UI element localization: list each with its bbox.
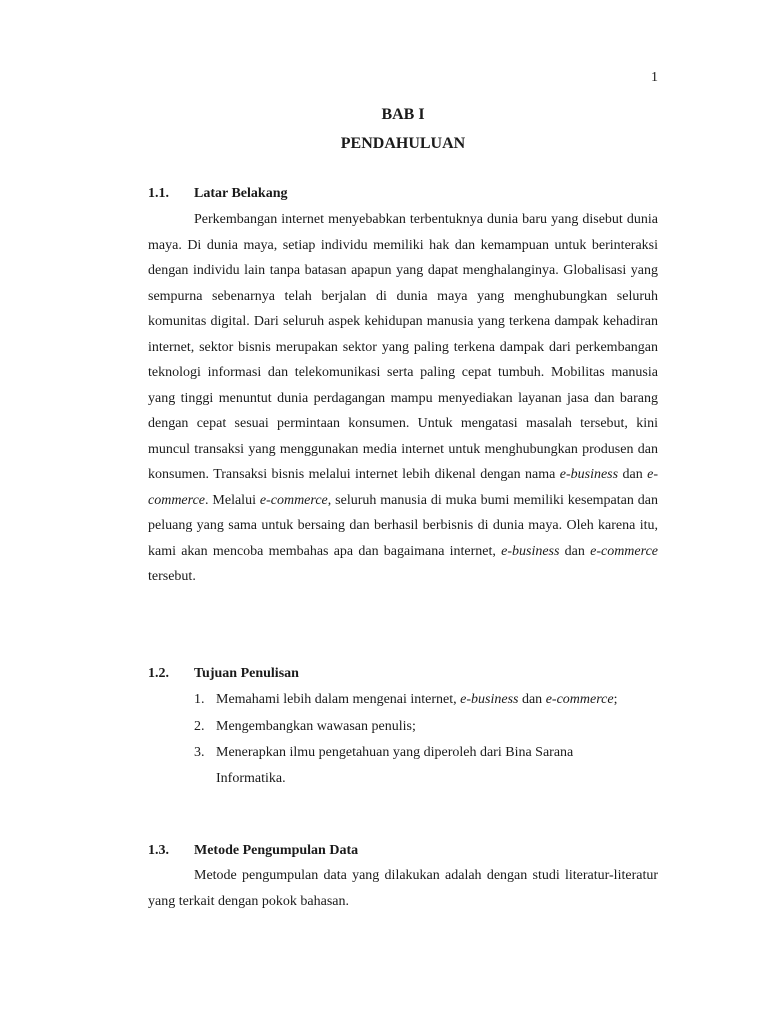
text-run-italic: e-commerce — [545, 692, 614, 707]
text-run: Perkembangan internet menyebabkan terbentuknya dunia baru yang disebut dunia maya. Di dunia maya, setiap individu memiliki hak dan kemampuan untuk berinteraksi dengan individu lain tanpa batasan apapun yang dapat menghalanginya. Globalisasi yang sempurna sebenarnya telah berjalan di dunia maya yang menghubungkan seluruh komunitas digital. Dari seluruh aspek kehidupan manusia yang terkena dampak kehadiran internet, sektor bisnis merupakan sektor yang paling terkena dampak dari perkembangan teknologi informasi dan telekomunikasi serta paling cepat tumbuh. Mobilitas manusia yang tinggi menuntut dunia perdagangan mampu menyediakan layanan jasa dan barang dengan cepat sesuai permintaan konsumen. Untuk mengatasi masalah tersebut, kini muncul transaksi yang menggunakan media internet untuk menghubungkan produsen dan konsumen. Transaksi bisnis melalui internet lebih dikenal dengan nama — [148, 212, 658, 482]
objectives-list — [194, 687, 624, 791]
section-heading-metode-pengumpulan-data — [148, 843, 358, 859]
list-marker: 1. — [194, 692, 205, 707]
section-title: Tujuan Penulisan — [194, 666, 299, 681]
section-heading-tujuan-penulisan — [148, 666, 299, 682]
text-run-italic: e-business — [460, 692, 519, 707]
text-run-italic: e-business — [559, 467, 619, 482]
paragraph-latar-belakang — [148, 207, 658, 590]
section-number: 1.2. — [148, 666, 169, 681]
text-run: dan — [559, 543, 591, 559]
section-title: Metode Pengumpulan Data — [194, 843, 359, 858]
list-marker: 2. — [194, 718, 205, 734]
chapter-title: PENDAHULUAN — [340, 135, 466, 152]
text-run-italic: e-business — [501, 543, 560, 559]
list-marker: 3. — [194, 745, 205, 760]
page-number: 1 — [651, 70, 658, 85]
list-item — [194, 740, 624, 791]
text-run-italic: e-commerce — [259, 492, 328, 508]
section-title: Latar Belakang — [194, 186, 288, 201]
chapter-number: BAB I — [381, 106, 425, 123]
text-run: . Melalui — [205, 492, 260, 508]
text-run: dan — [618, 467, 648, 482]
text-run-italic: e-commerce — [148, 467, 658, 508]
list-item — [194, 687, 624, 713]
text-run: Memahami lebih dalam mengenai internet, — [216, 692, 461, 707]
text-run: ; — [613, 692, 618, 707]
section-number: 1.3. — [148, 843, 169, 858]
text-run: tersebut. — [148, 569, 196, 584]
text-run-italic: e-commerce — [590, 543, 658, 559]
text-run: , seluruh manusia di muka bumi memiliki kesempatan dan peluang yang sama untuk bersaing dan berhasil berbisnis di dunia maya. Oleh karena itu, kami akan mencoba membahas apa dan bagaimana internet, — [148, 492, 658, 559]
section-number: 1.1. — [148, 186, 169, 201]
text-run: Menerapkan ilmu pengetahuan yang diperoleh dari Bina Sarana Informatika. — [216, 745, 574, 786]
list-item — [194, 714, 624, 740]
section-heading-latar-belakang — [148, 186, 287, 202]
paragraph-metode-pengumpulan-data: Metode pengumpulan data yang dilakukan adalah dengan studi literatur-literatur yang terkait dengan pokok bahasan. — [148, 868, 658, 909]
text-run: dan — [518, 692, 546, 707]
text-run: Mengembangkan wawasan penulis; — [216, 718, 416, 734]
